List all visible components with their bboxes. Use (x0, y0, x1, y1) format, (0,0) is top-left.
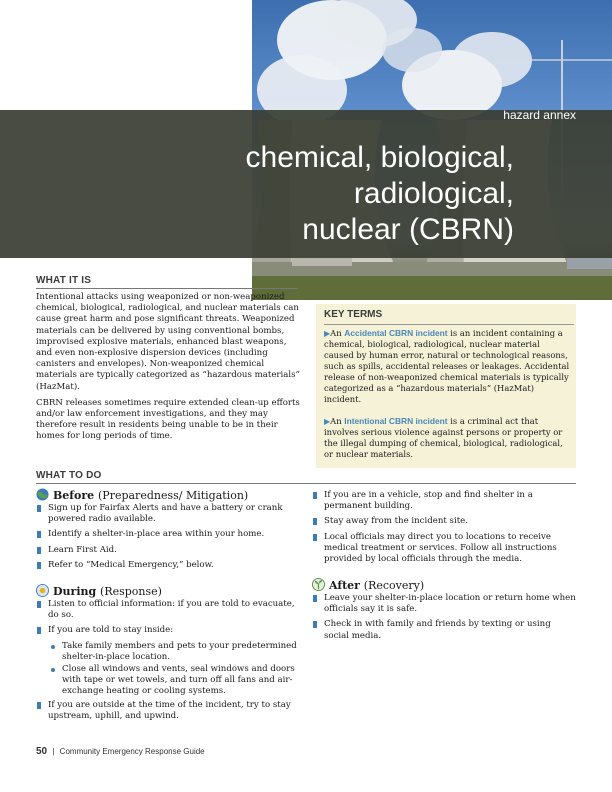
what-to-do-rule (36, 483, 576, 484)
key-terms-box (316, 304, 576, 468)
list-item: If you are in a vehicle, stop and find shelter in a permanent building. (312, 490, 576, 512)
during-heading (36, 584, 162, 598)
triangle-arrow-icon: ▶ (324, 329, 331, 338)
sub-list-item: Take family members and pets to your predetermined shelter-in-place location. (36, 641, 298, 663)
what-it-is-paragraph-2: CBRN releases sometimes require extended clean-up efforts and/or law enforcement investigations, and they may therefore result in residents being unable to be in their homes for long periods of time. (36, 397, 300, 442)
list-item: Leave your shelter-in-place location or return home when officials say it is safe. (312, 593, 576, 615)
what-it-is-body (36, 292, 302, 448)
what-it-is-rule (36, 288, 298, 289)
key-term-definition: is a criminal act that involves serious violence against persons or property or the illegal dumping of chemical, biological, radiological, or nuclear materials. (324, 416, 563, 459)
globe-icon (36, 488, 49, 501)
during-label: During (53, 585, 101, 598)
after-label: After (329, 579, 364, 592)
page-title (246, 140, 514, 248)
sun-icon (36, 584, 49, 597)
list-item: Check in with family and friends by texting or using social media. (312, 619, 576, 641)
page-footer (36, 746, 205, 757)
footer-separator: | (52, 747, 55, 756)
triangle-arrow-icon: ▶ (324, 417, 331, 426)
list-item: If you are told to stay inside: (36, 625, 298, 636)
guide-title: Community Emergency Response Guide (59, 747, 205, 756)
before-list (36, 503, 298, 575)
during-paren: (Response) (100, 585, 162, 598)
list-item: Refer to “Medical Emergency,” below. (36, 560, 298, 571)
key-term-prefix: An (330, 416, 345, 426)
annex-label: hazard annex (503, 108, 576, 122)
list-item: Local officials may direct you to locations to receive medical treatment or services. Follow all instructions provided by local officials through the media. (312, 532, 576, 566)
during-list (36, 599, 298, 726)
key-term-accidental (324, 328, 572, 405)
key-terms-rule (324, 324, 574, 325)
list-item: Sign up for Fairfax Alerts and have a battery or crank powered radio available. (36, 503, 298, 525)
key-term-definition: is an incident containing a chemical, biological, radiological, nuclear material caused by human error, natural or technological reasons, such as spills, accidental releases or leakages. Accidental release of non-weaponized chemical materials is typically categorized as a “hazardous materials” (HazMat) incident. (324, 328, 570, 404)
before-heading (36, 488, 248, 502)
list-item: Identify a shelter-in-place area within your home. (36, 529, 298, 540)
key-term-name: Intentional CBRN incident (344, 416, 448, 426)
what-it-is-paragraph-1: Intentional attacks using weaponized or non-weaponized chemical, biological, radiological, and nuclear materials can cause great harm and pose significant threats. Weaponized materials can be delivered by using conventional bombs, improvised explosive materials, enhanced blast weapons, and even non-explosive dispersion devices (including canisters and envelopes). Non-weaponized chemical materials are typically categorized as “hazardous materials” (HazMat). (36, 292, 300, 392)
key-term-intentional (324, 416, 572, 460)
key-term-prefix: An (330, 328, 345, 338)
title-line-3: nuclear (CBRN) (302, 213, 514, 246)
page-number: 50 (36, 746, 48, 757)
after-heading (312, 578, 424, 592)
during-right-list (312, 490, 576, 569)
sub-list-item: Close all windows and vents, seal windows and doors with tape or wet towels, and turn off all fans and air-exchange heating or cooling systems. (36, 664, 298, 698)
list-item: Listen to official information: if you are told to evacuate, do so. (36, 599, 298, 621)
list-item: Learn First Aid. (36, 545, 298, 556)
after-paren: (Recovery) (363, 579, 425, 592)
key-term-name: Accidental CBRN incident (344, 328, 448, 338)
plant-icon (312, 578, 325, 591)
list-item: If you are outside at the time of the incident, try to stay upstream, uphill, and upwind. (36, 700, 298, 722)
what-it-is-heading: WHAT IT IS (36, 275, 92, 286)
key-terms-heading: KEY TERMS (324, 309, 383, 320)
before-paren: (Preparedness/ Mitigation) (98, 489, 249, 502)
list-item: Stay away from the incident site. (312, 516, 576, 527)
what-to-do-heading: WHAT TO DO (36, 470, 102, 481)
before-label: Before (53, 489, 98, 502)
title-line-1: chemical, biological, (245, 141, 514, 174)
title-line-2: radiological, (353, 177, 514, 210)
after-list (312, 593, 576, 646)
